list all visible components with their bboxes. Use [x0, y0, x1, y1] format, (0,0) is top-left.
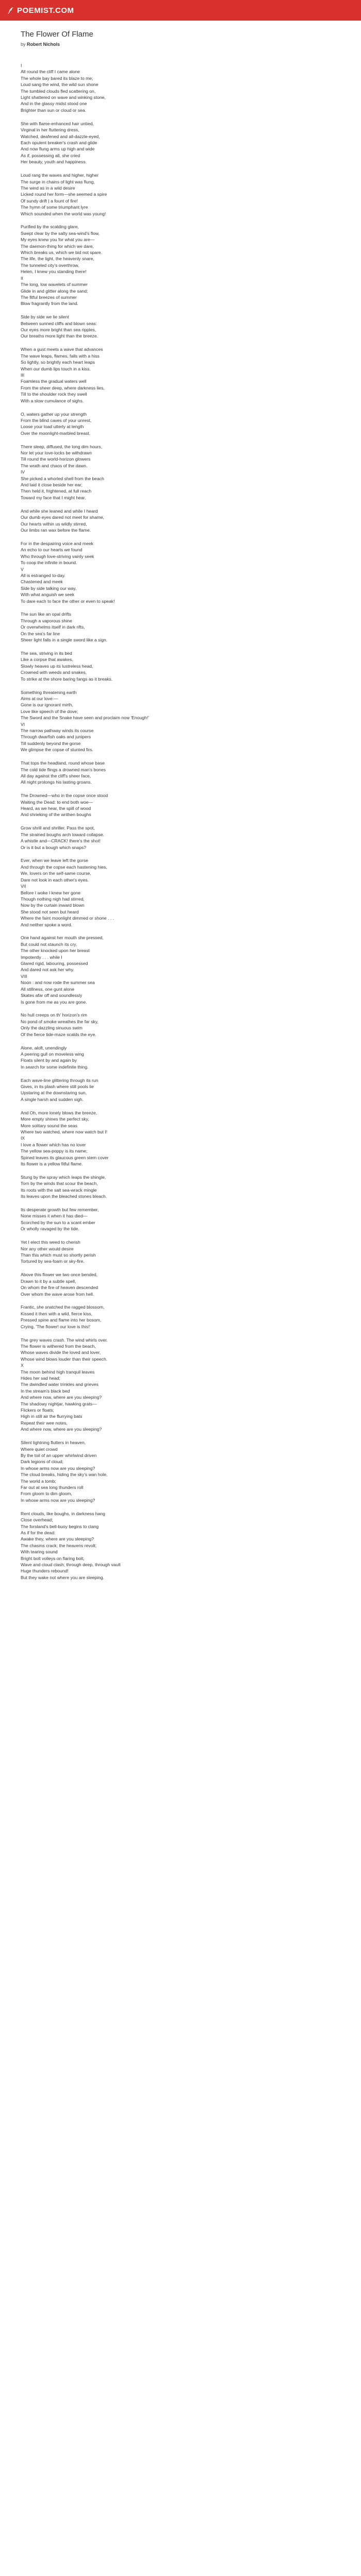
poem-line: The world a tomb;: [21, 1478, 56, 1484]
poem-line: Its desperate growth but few remember,: [21, 1207, 99, 1213]
stanza: [21, 792, 340, 818]
poem-line: The life, the light, the heavenly snare,: [21, 256, 94, 262]
poem-line: As if for the dead:: [21, 1530, 56, 1535]
poem-line: The cold tide flings a drowned man's bones: [21, 767, 106, 772]
stanza: [21, 1012, 340, 1038]
poem-line: More empty shines the perfect sky,: [21, 1116, 89, 1122]
poem-line: Heard, as we hear, the spill of wood: [21, 806, 91, 811]
poem-line: On the sea's far line: [21, 631, 60, 636]
poem-line: More solitary sound the seas: [21, 1123, 77, 1128]
stanza: [21, 650, 340, 682]
poem-line: From gloom to dim gloom,: [21, 1491, 72, 1497]
poem-line: I: [21, 63, 22, 68]
poem-line: With tearing sound: [21, 1549, 58, 1555]
poem-line: The whole bay bared its blaze to me;: [21, 75, 93, 81]
poem-line: The strained boughs arch toward collapse.: [21, 832, 104, 837]
poem-line: An echo to our hearts we found: [21, 547, 83, 553]
poem-line: Which sounded when the world was young!: [21, 211, 106, 216]
poem-line: Skates afar off and soundlessly: [21, 993, 83, 998]
poem-line: Drawn to it by a subtle spell,: [21, 1278, 76, 1284]
poem-line: To coop the infinite in bound.: [21, 560, 77, 566]
poem-line: Kissed it then with a wild, fierce kiss,: [21, 1311, 92, 1316]
poem-line: Through a vaporous shine: [21, 618, 72, 623]
poem-line: The tumbled clouds fled scattering on,: [21, 88, 96, 94]
poem-line: And Oh, more lonely blows the breeze,: [21, 1110, 97, 1115]
poem-line: A peering gull on moveless wing: [21, 1051, 84, 1057]
poem-line: My eyes knew you for what you are—: [21, 237, 95, 243]
poem-line: V: [21, 566, 24, 572]
poem-line: When a gust meets a wave that advances: [21, 347, 103, 352]
stanza: [21, 1439, 340, 1503]
poem-line: Our breaths more light than the breeze.: [21, 333, 98, 339]
poem-line: And where now, where are you sleeping?: [21, 1427, 102, 1432]
poem-line: Light shattered on wave and winking stone,: [21, 95, 106, 100]
stanza: [21, 689, 340, 753]
poem-line: Dark legions of cloud;: [21, 1459, 63, 1465]
poem-line: Love like speech of the dove;: [21, 708, 78, 714]
poem-line: As if, possessing all, she cried: [21, 152, 80, 158]
poem-line: Then held it, frightened, at full reach: [21, 488, 92, 494]
stanza: [21, 540, 340, 604]
poem-line: Who through love-striving vainly seek: [21, 553, 94, 559]
poem-line: Loud sang the wind, the wild sun shone: [21, 82, 99, 88]
poem-line: Impotently . . . while I: [21, 954, 62, 960]
poem-line: Far out at sea long thunders roll: [21, 1485, 84, 1490]
poem-line: Torn by the winds that scour the beach,: [21, 1181, 98, 1187]
poem-line: All round the cliff I came alone: [21, 69, 80, 75]
poem-line: The wind as in a wild desire: [21, 185, 75, 191]
poem-line: A whistle and—CRACK! there's the shot!: [21, 838, 101, 844]
poem-line: Hides her sad head;: [21, 1376, 60, 1381]
poem-line: Glared rigid, labouring, possessed: [21, 961, 88, 967]
poem-line: Till suddenly beyond the gorse: [21, 740, 81, 746]
poem-line: Something threatening earth: [21, 689, 77, 695]
poem-line: No hull creeps on th' horizon's rim: [21, 1012, 87, 1018]
poem-line: Where two watched, where now watch but I!: [21, 1129, 108, 1134]
poem-line: In whose arms now are you sleeping?: [21, 1497, 95, 1503]
poem-line: The yellow sea-poppy is its name;: [21, 1148, 88, 1154]
poem-line: Waiting the Dead: to end both woe—: [21, 799, 93, 805]
poem-line: Where the faint moonlight dimmed or shone . . .: [21, 916, 114, 921]
poem-line: Our eyes more bright than sea ripples,: [21, 327, 96, 333]
poem-author[interactable]: Robert Nichols: [27, 42, 60, 47]
poem-line: Huge thunders rebound!: [21, 1568, 69, 1574]
poem-line: Between sunned cliffs and blown seas:: [21, 320, 97, 326]
poem-line: Above this flower we two once bended,: [21, 1272, 98, 1278]
poem-line: To strike at the shore baring fangs as it breaks.: [21, 676, 113, 682]
poem-line: Whose wind blows louder than their speech.: [21, 1356, 108, 1362]
poem-line: A single harsh and sudden sigh.: [21, 1096, 84, 1102]
poem-line: The tunneled city's overthrow,: [21, 262, 79, 268]
poem-line: Its roots with the salt sea-wrack mingle: [21, 1187, 97, 1193]
poem-line: The moon behind high tranquil leaves: [21, 1369, 95, 1375]
poem-line: But could not staunch its cry,: [21, 941, 77, 947]
poem-line: The shadowy nightjar, hawking grats—: [21, 1401, 97, 1406]
poem-line: Through dwarfish oaks and junipers: [21, 734, 91, 740]
poem-line: By the toil of an upper whirlwind driven: [21, 1452, 97, 1458]
stanza: [21, 1239, 340, 1265]
poem-line: Wave and cloud clash; through deep, through vault: [21, 1562, 121, 1567]
stanza: [21, 1337, 340, 1433]
stanza: [21, 611, 340, 643]
stanza: [21, 508, 340, 534]
poem-line: Our hearts within us wildly stirred,: [21, 521, 87, 527]
poem-line: On whom the fire of heaven descended: [21, 1285, 99, 1291]
poem-line: Over the moonlight-marbled breast.: [21, 430, 91, 436]
poem-line: Blow fragrantly from the land.: [21, 301, 78, 307]
poem-line: Loud rang the waves and higher, higher: [21, 173, 99, 178]
poem-line: She stood not seen but heard: [21, 909, 79, 914]
poem-byline: [21, 42, 340, 47]
poem-line: Pressed spine and flame into her bosom,: [21, 1317, 102, 1323]
poem-line: The other knocked upon her breast: [21, 948, 90, 954]
poem-line: From the sheer deep, where darkness lies,: [21, 385, 105, 391]
poem-line: The Drowned—who in the copse once stood: [21, 793, 108, 799]
poem-line: Slowly heaves up its lustreless head,: [21, 663, 93, 669]
poem-line: The long, low wavelets of summer: [21, 282, 88, 287]
poem-line: Tortured by sea-foam or sky-fire.: [21, 1259, 85, 1264]
poem-line: Alone, aloft, unendingly: [21, 1045, 67, 1050]
poem-line: Bright bolt volleys on flaring bolt,: [21, 1555, 85, 1561]
poem-line: Our limbs ran wax before the flame.: [21, 528, 91, 533]
poem-line: Scorched by the sun to a scant ember: [21, 1219, 95, 1225]
poem-line: I love a flower which has no lover: [21, 1142, 86, 1147]
poem-line: Rent clouds, like boughs, in darkness hang: [21, 1511, 105, 1516]
poem-line: All day against the cliff's sheer face,: [21, 773, 91, 778]
poem-line: Silent lightning flutters in heaven,: [21, 1440, 86, 1446]
by-label: by: [21, 42, 26, 47]
poem-line: High in still air the flurrying bats: [21, 1414, 83, 1419]
poem-line: And dared not ask her why.: [21, 967, 74, 973]
poem-line: II: [21, 275, 23, 281]
poem-line: With a slow cumulance of sighs.: [21, 398, 84, 403]
poem-line: We, lovers on the self-same course,: [21, 871, 91, 876]
poem-line: The grey waves crash. The wind whirls over.: [21, 1337, 108, 1343]
poem-line: And where now, where are you sleeping?: [21, 1395, 102, 1400]
poem-line: Only the dazzling sinuous swim: [21, 1025, 83, 1031]
poem-line: So lightly, so brightly each heart leaps: [21, 360, 95, 365]
poem-line: Dare not look in each other's eyes.: [21, 877, 89, 883]
poem-line: Than this which must so shortly perish: [21, 1252, 96, 1258]
poem-line: Floats silent by and again by: [21, 1058, 77, 1063]
poem-line: Spined leaves its glaucous green stem cover: [21, 1155, 109, 1160]
poem-line: VI: [21, 721, 25, 727]
poem-line: That tops the headland, round whose base: [21, 760, 105, 766]
poem-line: And shrieking of the writhen boughs: [21, 812, 91, 818]
stanza: [21, 1045, 340, 1071]
poem-line: Stung by the spray which leaps the shingle,: [21, 1174, 106, 1180]
poem-line: Like a corpse that awakes,: [21, 657, 73, 663]
poem-line: Aims at our love:—: [21, 696, 58, 701]
poem-line: In whose arms now are you sleeping?: [21, 1465, 95, 1471]
stanza: [21, 760, 340, 786]
poem-line: And now flung arms up high and wide: [21, 146, 95, 152]
poem-line: To dare each to face the other or even to speak!: [21, 598, 115, 604]
poem-line: With what anguish we seek: [21, 592, 75, 598]
poem-line: Or overwhelms itself in dark rifts,: [21, 624, 85, 630]
poem-line: Foamless the gradual waters well: [21, 379, 87, 384]
poem-line: The sun like an opal drifts: [21, 612, 71, 617]
poem-line: Close overhead;: [21, 1517, 53, 1523]
poem-line: In search for some indefinite thing.: [21, 1064, 89, 1070]
poem-line: Brighter than sun or cloud or sea.: [21, 107, 87, 113]
poem-line: Noon : and now rode the summer sea: [21, 980, 95, 986]
poem-line: Glide in and glitter along the sand;: [21, 288, 88, 294]
poem-line: Awake they, where are you sleeping?: [21, 1536, 94, 1542]
poem-line: Whose waves divide the loved and lover,: [21, 1350, 101, 1355]
poem-line: The cloud breaks, hiding the sky's wan hole,: [21, 1472, 108, 1478]
poem-line: Before I woke I knew her gone: [21, 890, 81, 895]
poem-line: Licked round her form—she seemed a spire: [21, 192, 107, 197]
stanza: [21, 172, 340, 217]
poem-line: Or is it but a bough which snaps?: [21, 844, 87, 850]
stanza: [21, 224, 340, 307]
poem-line: All is estranged to-day.: [21, 572, 65, 578]
poem-line: The forsland's bell-buoy begins to clang: [21, 1523, 99, 1529]
poem-line: The sea, striving in its bed: [21, 651, 72, 656]
poem-line: Helen, I knew you standing there!: [21, 269, 87, 275]
poem-line: Frantic, she snatched the ragged blossom,: [21, 1304, 105, 1310]
stanza: [21, 1304, 340, 1330]
poem-title: The Flower Of Flame: [21, 30, 93, 39]
stanza: [21, 1077, 340, 1103]
poem-line: In the stream's black bed: [21, 1388, 70, 1394]
poem-line: She with flame-enhanced hair untied,: [21, 121, 94, 126]
feather-pen-icon: [7, 7, 14, 14]
poem-line: Yet I elect this weed to cherish: [21, 1240, 80, 1245]
poem-line: Each wave-line glittering through its run: [21, 1077, 99, 1083]
site-logo[interactable]: [7, 6, 74, 15]
poem-line: The wrath and chaos of the dawn.: [21, 463, 88, 468]
stanza: [21, 1174, 340, 1200]
stanza: [21, 1511, 340, 1581]
poem-line: Where quiet crowd: [21, 1446, 58, 1452]
poem-line: The dwindled water trinkles and grieves: [21, 1382, 99, 1387]
poem-line: And laid it close beside her ear;: [21, 482, 83, 488]
poem-line: Gives, in its plash where still pools lie: [21, 1084, 94, 1090]
stanza: [21, 346, 340, 404]
poem-line: Gone is our ignorant mirth,: [21, 702, 73, 708]
poem-line: The flower is withered from the beach,: [21, 1343, 96, 1349]
poem-line: Upstaring at the downstaring sun,: [21, 1090, 87, 1096]
poem-line: Flickers or floats;: [21, 1408, 54, 1413]
poem-line: All stillness, one gunt alone: [21, 986, 75, 992]
poem-line: From the blind caves of your unrest,: [21, 417, 92, 423]
stanza: [21, 411, 340, 437]
poem-line: VII: [21, 884, 26, 889]
poem-line: When our dumb lips touch in a kiss.: [21, 366, 91, 371]
poem-line: No pond of smoke wreathes the far sky,: [21, 1019, 99, 1024]
poem-line: The narrow pathway winds its course: [21, 727, 94, 733]
poem-line: Which breaks us, which we bid not spare.: [21, 250, 103, 256]
poem-line: Side by side talking our way,: [21, 585, 77, 591]
poem-line: VIII: [21, 973, 27, 979]
poem-line: The fitful breezes of summer: [21, 294, 77, 300]
poem-line: She picked a whorled shell from the beach: [21, 476, 104, 481]
poem-line: The Sword and the Snake have seen and proclaim now 'Enough!': [21, 715, 149, 721]
poem-line: Watched, deafened and all-dazzle-eyed,: [21, 133, 100, 139]
poem-line: Ever, when we leave left the gorse: [21, 858, 88, 863]
poem-line: The chasms crack; the heavens revolt;: [21, 1543, 97, 1548]
poem-line: Our dumb eyes dared not meet for shame,: [21, 515, 104, 520]
poem-line: There sleep, diffused, the long dim hours,: [21, 444, 102, 449]
poem-line: Chastened and meek: [21, 579, 63, 585]
poem-line: And while she leaned and while I heard: [21, 508, 98, 514]
poem-line: Side by side we lie silent: [21, 314, 69, 320]
poem-line: IV: [21, 469, 25, 475]
poem-line: The wave leaps, flames, falls with a hiss: [21, 353, 100, 359]
logo-text: POEMIST.COM: [17, 6, 74, 15]
poem-line: Her beauty, youth and happiness.: [21, 159, 87, 165]
poem-line: One hand against her mouth she pressed,: [21, 935, 104, 941]
poem-line: None misses it when it has died—: [21, 1213, 88, 1219]
poem-line: Virginal in her fluttering dress,: [21, 127, 79, 133]
poem-line: And neither spoke a word.: [21, 922, 72, 927]
poem-line: And through the copse each hastening hies,: [21, 864, 107, 870]
poem-line: Crowned with weeds and snakes,: [21, 670, 87, 675]
stanza: [21, 62, 340, 113]
poem-line: Till to the shoulder rock they swell: [21, 392, 87, 397]
poem-line: The daemon-thing for which we dare,: [21, 243, 94, 249]
poem-line: And in the glassy midst stood one: [21, 101, 87, 107]
poem-content: [0, 21, 361, 1581]
poem-line: Its leaves upon the bleached stones bleach.: [21, 1194, 107, 1199]
poem-line: For in the despairing voice and meek: [21, 540, 93, 546]
stanza: [21, 935, 340, 1005]
poem-line: Its flower is a yellow fitful flame.: [21, 1161, 83, 1167]
poem-line: We glimpse the copse of stunted firs.: [21, 747, 93, 753]
stanza: [21, 444, 340, 501]
poem-line: Each opulent breaker's crash and glide: [21, 140, 97, 145]
poem-line: Grow shrill and shriller. Pass the spot,: [21, 825, 95, 831]
poem-line: Of sundy drift | a fount of fire!: [21, 198, 78, 204]
poem-line: Nor let your love-locks be withdrawn: [21, 450, 92, 456]
poem-line: Toward my face that I might hear.: [21, 495, 86, 500]
poem-line: All night prolongs his lasting groans.: [21, 779, 92, 785]
poem-line: O, waters gather up your strength: [21, 411, 87, 417]
poem-line: Of the fierce tide-maze scalds the eye.: [21, 1031, 96, 1037]
poem-line: Sheer light falls in a single sword like a sign.: [21, 637, 108, 643]
poem-body: [21, 62, 340, 1581]
stanza: [21, 857, 340, 927]
stanza: [21, 825, 340, 851]
poem-line: Swept clear by the salty sea-wind's flow,: [21, 230, 100, 236]
poem-line: The surge in chains of light was flung,: [21, 179, 95, 184]
stanza: [21, 1110, 340, 1167]
poem-line: Purified by the scalding glare,: [21, 224, 79, 230]
poem-line: Over whom the wave arose from hell.: [21, 1291, 94, 1297]
poem-line: Though nothing nigh had stirred,: [21, 896, 85, 902]
stanza: [21, 314, 340, 340]
poem-line: Or wholly ravaged by the tide.: [21, 1226, 79, 1232]
poem-line: But they wake not where you are sleeping.: [21, 1574, 104, 1580]
poem-line: Is gone from me as you are gone.: [21, 999, 87, 1005]
stanza: [21, 121, 340, 165]
poem-line: Now by the curtain inward blown: [21, 903, 85, 908]
stanza: [21, 1207, 340, 1232]
poem-line: IX: [21, 1136, 25, 1141]
poem-line: The hymn of some triumphant lyre: [21, 205, 88, 210]
poem-line: Crying, 'The flower! our love is this!': [21, 1324, 91, 1329]
site-header: [0, 0, 361, 21]
poem-line: Loose your load utterly at length: [21, 424, 84, 430]
poem-line: X: [21, 1363, 24, 1368]
poem-line: Repeat their wee notes,: [21, 1420, 68, 1426]
poem-line: Nor any other would desire: [21, 1246, 74, 1251]
poem-line: III: [21, 372, 25, 378]
stanza: [21, 1272, 340, 1297]
poem-line: Till round the world-horizon glowers: [21, 456, 91, 462]
